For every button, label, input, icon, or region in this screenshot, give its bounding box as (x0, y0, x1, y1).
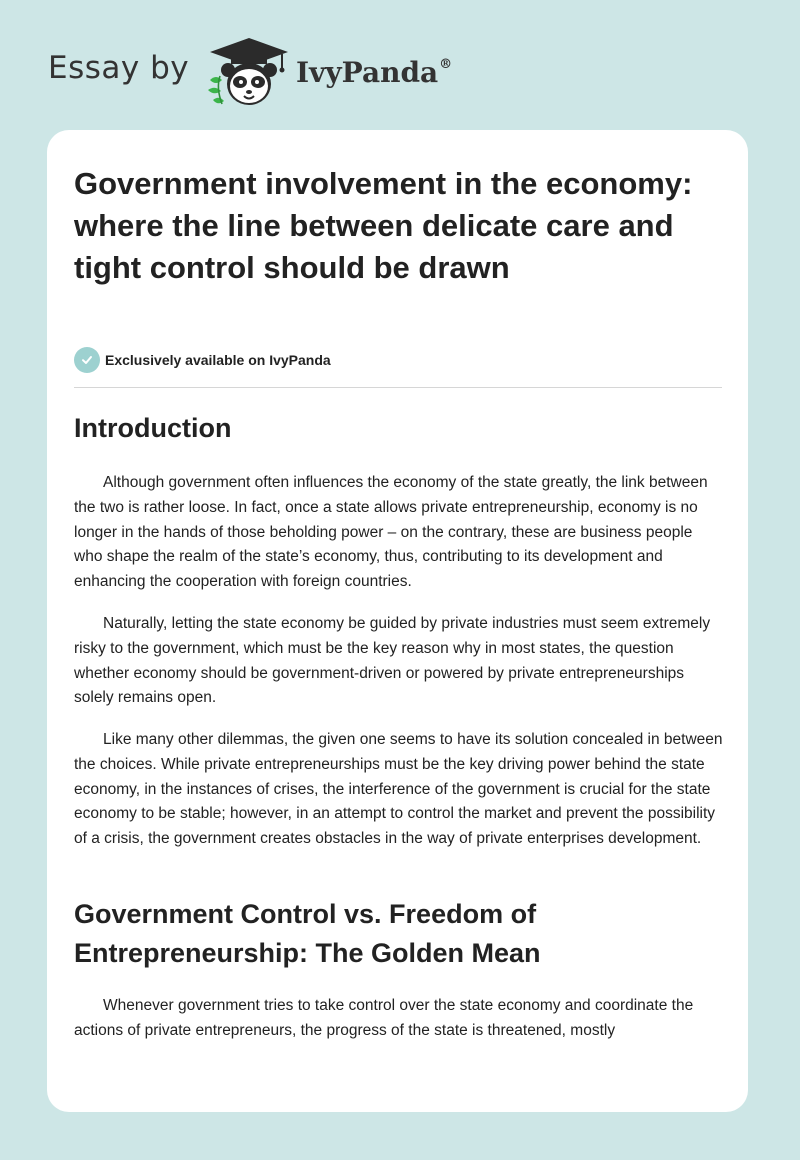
brand-name[interactable] (296, 56, 452, 89)
brand-name-text: IvyPanda (296, 56, 439, 89)
section-heading-golden-mean: Government Control vs. Freedom of Entrepreneurship: The Golden Mean (74, 899, 541, 968)
exclusive-label: Exclusively available on IvyPanda (105, 352, 331, 368)
exclusive-badge (74, 347, 331, 373)
site-header (48, 34, 548, 114)
panda-logo-icon[interactable] (204, 36, 294, 110)
divider (74, 387, 722, 388)
essay-title: Government involvement in the economy: where the line between delicate care and tight control should be drawn (74, 166, 693, 285)
paragraph: Although government often influences the economy of the state greatly, the link between the two is rather loose. In fact, once a state allows private entrepreneurship, economy is no longer in the hands of those beholding power – on the contrary, these are business people who shape the realm of the state’s economy, thus, contributing to its development and enhancing the cooperation with foreign countries. (74, 474, 708, 591)
registered-mark: ® (439, 56, 453, 72)
essay-by-label: Essay by (48, 50, 190, 86)
essay-card (47, 130, 748, 1112)
check-circle-icon (74, 347, 100, 373)
paragraph: Like many other dilemmas, the given one seems to have its solution concealed in between the choices. While private entrepreneurships must be the key driving power behind the state economy, in the instances of crises, the interference of the government is crucial for the state economy to be stable; however, in an attempt to control the market and prevent the possibility of a crisis, the government creates obstacles in the way of private enterprises development. (74, 731, 723, 848)
section-heading-introduction: Introduction (74, 413, 232, 443)
paragraph: Whenever government tries to take control over the state economy and coordinate the actions of private entrepreneurs, the progress of the state is threatened, mostly (74, 997, 694, 1039)
paragraph: Naturally, letting the state economy be guided by private industries must seem extremely risky to the government, which must be the key reason why in most states, the question whether economy should be government-driven or powered by private entrepreneurships solely remains open. (74, 615, 711, 707)
